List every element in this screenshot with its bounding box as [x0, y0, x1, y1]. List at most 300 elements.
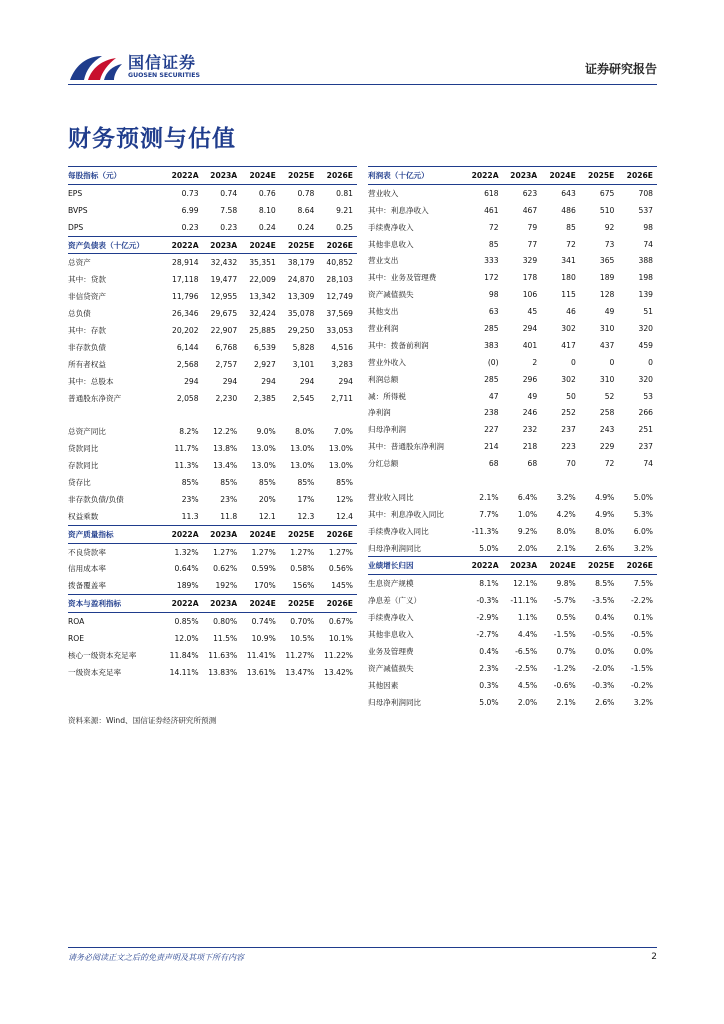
row-label: 其中：拨备前利润: [368, 340, 429, 350]
cell-value: 2,385: [254, 393, 276, 403]
row-label: [68, 406, 164, 423]
row-label: 分红总额: [368, 459, 399, 469]
row-label: 手续费净收入同比: [368, 526, 429, 536]
cell-value: 2.3%: [479, 663, 499, 673]
cell-value: 417: [561, 340, 576, 350]
cell-value: 0.85%: [174, 617, 199, 627]
cell-value: 333: [484, 256, 499, 266]
cell-value: -2.5%: [515, 663, 538, 673]
cell-value: 79: [527, 222, 538, 232]
cell-value: 13,309: [287, 292, 315, 302]
table-row: [368, 404, 657, 421]
year-header: 2024E: [241, 525, 280, 543]
cell-value: 1.27%: [328, 547, 353, 557]
cell-value: 68: [527, 459, 538, 469]
cell-value: 320: [638, 374, 653, 384]
cell-value: 8.10: [258, 205, 276, 215]
row-label: 营业利润: [368, 323, 399, 333]
year-header: 2024E: [541, 167, 580, 185]
cell-value: 252: [561, 408, 576, 418]
cell-value: 139: [638, 290, 653, 300]
cell-value: 13.0%: [251, 461, 276, 471]
cell-value: 98: [488, 290, 499, 300]
cell-value: 302: [561, 323, 576, 333]
cell-value: 2.6%: [595, 543, 615, 553]
cell-value: 1.32%: [174, 547, 199, 557]
cell-value: 189: [599, 273, 615, 283]
cell-value: 0.4%: [595, 613, 615, 623]
cell-value: 6,768: [215, 342, 238, 352]
disclaimer-link[interactable]: 请务必阅读正文之后的免责声明及其项下所有内容: [68, 953, 244, 962]
table-row: [68, 630, 357, 647]
cell-value: 459: [638, 340, 653, 350]
cell-value: 70: [566, 459, 576, 469]
table-row: [68, 339, 357, 356]
cell-value: 12.4: [336, 511, 353, 521]
cell-value: 6.4%: [517, 492, 538, 502]
cell-value: 20,202: [172, 325, 199, 335]
cell-value: 10.5%: [290, 633, 315, 643]
cell-value: 2,545: [292, 393, 315, 403]
cell-value: 294: [338, 376, 353, 386]
row-label: 其中：总股本: [68, 376, 114, 386]
table-row: [368, 455, 657, 472]
cell-value: [580, 472, 619, 489]
cell-value: -0.2%: [630, 680, 653, 690]
table-row: [368, 609, 657, 626]
cell-value: 32,424: [249, 309, 276, 319]
cell-value: -1.5%: [630, 663, 653, 673]
cell-value: 9.21: [336, 205, 353, 215]
cell-value: 0.0%: [633, 646, 653, 656]
row-label: ROE: [68, 633, 85, 643]
cell-value: 72: [566, 239, 576, 249]
cell-value: 486: [561, 205, 576, 215]
cell-value: 13.61%: [246, 667, 276, 677]
cell-value: 192%: [215, 581, 238, 591]
table-row: [68, 184, 357, 201]
table-row: [68, 647, 357, 664]
table-title: 资产负债表（十亿元）: [68, 236, 164, 254]
cell-value: 13.0%: [328, 444, 353, 454]
cell-value: 13.0%: [290, 444, 315, 454]
year-header: 2024E: [241, 595, 280, 613]
table-row: [368, 219, 657, 236]
cell-value: 92: [604, 222, 615, 232]
cell-value: 229: [599, 442, 615, 452]
page-header: [68, 48, 657, 84]
cell-value: 0.58%: [290, 564, 315, 574]
year-header: 2023A: [503, 167, 542, 185]
cell-value: 623: [522, 188, 538, 198]
cell-value: 4,516: [331, 342, 353, 352]
report-type: 证券研究报告: [584, 62, 657, 76]
cell-value: 537: [638, 205, 653, 215]
row-label: 其他非息收入: [368, 629, 414, 639]
row-label: 贷存比: [68, 477, 91, 487]
table-row: [368, 371, 657, 388]
cell-value: 2: [532, 357, 538, 367]
cell-value: 5.0%: [479, 543, 499, 553]
cell-value: 11.5%: [213, 633, 238, 643]
cell-value: 13.83%: [208, 667, 238, 677]
table-header-row: [68, 525, 357, 543]
year-header: 2022A: [164, 167, 203, 185]
cell-value: 329: [522, 256, 538, 266]
cell-value: 266: [638, 408, 653, 418]
year-header: 2022A: [164, 525, 203, 543]
cell-value: 401: [522, 340, 538, 350]
table-row: [368, 354, 657, 371]
row-label: 净利润: [368, 408, 391, 418]
cell-value: 189%: [176, 581, 199, 591]
cell-value: 708: [638, 188, 653, 198]
footer-divider: [68, 947, 657, 948]
cell-value: [503, 472, 542, 489]
row-label: 净息差（广义）: [368, 596, 422, 606]
cell-value: 11.7%: [174, 444, 199, 454]
cell-value: [203, 406, 242, 423]
cell-value: -11.3%: [471, 526, 499, 536]
row-label: 拨备覆盖率: [68, 581, 106, 591]
cell-value: 294: [522, 323, 538, 333]
cell-value: 128: [599, 290, 615, 300]
cell-value: 46: [566, 307, 576, 317]
table-row: [68, 474, 357, 491]
table-header-row: [68, 167, 357, 185]
cell-value: 1.27%: [251, 547, 276, 557]
left-column: [68, 166, 357, 681]
cell-value: 53: [643, 391, 653, 401]
row-label: 权益乘数: [68, 511, 99, 521]
cell-value: 13.42%: [324, 667, 353, 677]
cell-value: 0.67%: [328, 617, 353, 627]
cell-value: 178: [522, 273, 538, 283]
cell-value: 0.78: [297, 188, 315, 198]
row-label: 归母净利润同比: [368, 543, 422, 553]
cell-value: 12,749: [326, 292, 353, 302]
cell-value: 243: [599, 425, 615, 435]
cell-value: 85%: [297, 477, 315, 487]
row-label: 非信贷资产: [68, 292, 106, 302]
cell-value: 106: [522, 290, 538, 300]
cell-value: 23%: [220, 494, 238, 504]
cell-value: 6,144: [176, 342, 199, 352]
cell-value: 8.64: [297, 205, 315, 215]
cell-value: 72: [604, 459, 615, 469]
row-label: 营业外收入: [368, 357, 406, 367]
cell-value: 1.27%: [213, 547, 238, 557]
cell-value: 13.47%: [285, 667, 315, 677]
cell-value: 7.5%: [633, 579, 653, 589]
row-label: 减：所得税: [368, 391, 406, 401]
table-row: [368, 540, 657, 557]
cell-value: 0.74: [220, 188, 238, 198]
cell-value: 28,914: [172, 258, 199, 268]
cell-value: 0.76: [258, 188, 276, 198]
cell-value: 12.1: [258, 511, 276, 521]
cell-value: 33,053: [326, 325, 353, 335]
year-header: 2026E: [318, 236, 357, 254]
year-header: 2023A: [503, 557, 542, 575]
table-row: [368, 677, 657, 694]
cell-value: 1.27%: [290, 547, 315, 557]
year-header: 2025E: [580, 167, 619, 185]
cell-value: 0.56%: [328, 564, 353, 574]
table-row: [368, 236, 657, 253]
row-label: DPS: [68, 222, 84, 232]
cell-value: 52: [604, 391, 615, 401]
row-label: 核心一级资本充足率: [68, 650, 137, 660]
year-header: 2024E: [241, 236, 280, 254]
cell-value: 223: [561, 442, 576, 452]
table-title: 资本与盈利指标: [68, 595, 164, 613]
year-header: 2026E: [318, 167, 357, 185]
row-label: 生息资产规模: [368, 579, 414, 589]
cell-value: 0.1%: [633, 613, 653, 623]
cell-value: 0.3%: [479, 680, 499, 690]
cell-value: 40,852: [326, 258, 353, 268]
cell-value: 63: [488, 307, 499, 317]
table-row: [68, 664, 357, 681]
table-row: [368, 388, 657, 405]
financial-table: [368, 166, 657, 556]
cell-value: 383: [484, 340, 499, 350]
cell-value: 11.8: [220, 511, 238, 521]
guosen-logo-icon: [68, 50, 128, 84]
table-row: [368, 660, 657, 677]
cell-value: [164, 406, 203, 423]
cell-value: 8.1%: [479, 579, 499, 589]
financial-table: [68, 525, 357, 595]
year-header: 2026E: [318, 525, 357, 543]
cell-value: 437: [599, 340, 615, 350]
table-row: [68, 254, 357, 271]
row-label: 营业支出: [368, 256, 399, 266]
table-header-row: [368, 557, 657, 575]
table-row: [68, 543, 357, 560]
cell-value: 5.0%: [633, 492, 653, 502]
cell-value: 68: [488, 459, 499, 469]
table-row: [368, 421, 657, 438]
table-row: [368, 472, 657, 489]
year-header: 2023A: [203, 236, 242, 254]
cell-value: -1.5%: [553, 629, 576, 639]
row-label: BVPS: [68, 205, 88, 215]
cell-value: 2.1%: [479, 492, 499, 502]
cell-value: 9.2%: [517, 526, 538, 536]
cell-value: 320: [638, 323, 653, 333]
cell-value: 3.2%: [633, 697, 653, 707]
cell-value: 6.99: [181, 205, 199, 215]
cell-value: 237: [638, 442, 653, 452]
cell-value: 4.9%: [595, 509, 615, 519]
cell-value: 675: [599, 188, 615, 198]
cell-value: 49: [527, 391, 538, 401]
cell-value: 246: [522, 408, 538, 418]
cell-value: 13.4%: [213, 461, 238, 471]
cell-value: 0.62%: [213, 564, 238, 574]
cell-value: 285: [484, 374, 499, 384]
cell-value: -0.5%: [592, 629, 615, 639]
year-header: 2024E: [241, 167, 280, 185]
cell-value: 85%: [181, 477, 199, 487]
cell-value: 294: [222, 376, 238, 386]
cell-value: 0.4%: [479, 646, 499, 656]
cell-value: 294: [299, 376, 315, 386]
cell-value: 85: [566, 222, 576, 232]
cell-value: 38,179: [287, 258, 315, 268]
cell-value: 461: [484, 205, 499, 215]
cell-value: 2,058: [176, 393, 199, 403]
year-header: 2023A: [203, 525, 242, 543]
logo-text: 国信证券: [128, 53, 197, 72]
cell-value: 35,078: [287, 309, 315, 319]
row-label: 营业收入同比: [368, 492, 414, 502]
source-note: 资料来源：Wind、国信证券经济研究所预测: [68, 716, 217, 725]
cell-value: 310: [599, 374, 615, 384]
cell-value: 12.2%: [213, 427, 238, 437]
cell-value: 0.81: [336, 188, 353, 198]
year-header: 2022A: [164, 595, 203, 613]
table-row: [68, 373, 357, 390]
cell-value: 35,351: [249, 258, 276, 268]
cell-value: 0: [648, 357, 653, 367]
cell-value: 1.0%: [517, 509, 538, 519]
cell-value: 12,955: [210, 292, 238, 302]
row-label: 利润总额: [368, 374, 399, 384]
cell-value: 13.0%: [290, 461, 315, 471]
cell-value: 10.1%: [328, 633, 353, 643]
table-row: [68, 219, 357, 236]
cell-value: 198: [638, 273, 653, 283]
cell-value: 11.3%: [174, 461, 199, 471]
cell-value: 285: [484, 323, 499, 333]
cell-value: 9.0%: [256, 427, 276, 437]
cell-value: -6.5%: [515, 646, 538, 656]
row-label: 总资产: [68, 258, 91, 268]
cell-value: 8.0%: [295, 427, 315, 437]
cell-value: 14.11%: [169, 667, 199, 677]
cell-value: 50: [566, 391, 576, 401]
cell-value: 2.0%: [517, 697, 538, 707]
cell-value: 258: [599, 408, 615, 418]
header-divider: [68, 84, 657, 85]
table-header-row: [68, 595, 357, 613]
cell-value: [280, 406, 319, 423]
cell-value: -0.6%: [553, 680, 576, 690]
cell-value: 17,118: [172, 275, 199, 285]
cell-value: 2,757: [215, 359, 238, 369]
table-row: [68, 288, 357, 305]
cell-value: 4.2%: [556, 509, 576, 519]
row-label: 贷款同比: [68, 444, 99, 454]
cell-value: 7.7%: [479, 509, 499, 519]
cell-value: 2,711: [331, 393, 353, 403]
table-row: [368, 184, 657, 201]
row-label: 其中：存款: [68, 325, 106, 335]
year-header: 2025E: [280, 167, 319, 185]
row-label: 其他因素: [368, 680, 399, 690]
cell-value: 85: [488, 239, 499, 249]
cell-value: 0.80%: [213, 617, 238, 627]
financial-table: [68, 166, 357, 236]
year-header: 2026E: [618, 167, 657, 185]
table-row: [68, 613, 357, 630]
table-row: [368, 506, 657, 523]
row-label: 一级资本充足率: [68, 667, 122, 677]
cell-value: 17%: [297, 494, 315, 504]
cell-value: 8.0%: [595, 526, 615, 536]
financial-table: [368, 556, 657, 710]
cell-value: [241, 406, 280, 423]
table-row: [68, 423, 357, 440]
row-label: 不良贷款率: [68, 547, 106, 557]
cell-value: 74: [643, 239, 653, 249]
row-label: 其中：业务及管理费: [368, 273, 437, 283]
cell-value: 8.2%: [179, 427, 199, 437]
cell-value: 618: [484, 188, 499, 198]
row-label: 非存款负债: [68, 342, 106, 352]
row-label: 资产减值损失: [368, 290, 414, 300]
cell-value: 0.70%: [290, 617, 315, 627]
table-row: [68, 356, 357, 373]
row-label: 其他非息收入: [368, 239, 414, 249]
cell-value: -11.1%: [510, 596, 538, 606]
table-row: [368, 286, 657, 303]
table-row: [368, 489, 657, 506]
row-label: [368, 472, 464, 489]
cell-value: 4.9%: [595, 492, 615, 502]
cell-value: 32,432: [210, 258, 238, 268]
table-row: [68, 305, 357, 322]
cell-value: 5.3%: [633, 509, 653, 519]
table-title: 业绩增长归因: [368, 557, 464, 575]
cell-value: 232: [522, 425, 538, 435]
cell-value: -3.5%: [592, 596, 615, 606]
cell-value: 98: [643, 222, 653, 232]
cell-value: 25,885: [249, 325, 276, 335]
cell-value: [318, 406, 357, 423]
financial-table: [68, 594, 357, 680]
cell-value: 294: [261, 376, 276, 386]
row-label: 总资产同比: [68, 427, 106, 437]
cell-value: 2,568: [176, 359, 199, 369]
row-label: 手续费净收入: [368, 613, 414, 623]
cell-value: 51: [643, 307, 653, 317]
cell-value: 6.0%: [633, 526, 653, 536]
cell-value: 85%: [258, 477, 276, 487]
cell-value: -2.9%: [476, 613, 499, 623]
cell-value: 156%: [292, 581, 315, 591]
cell-value: 170%: [254, 581, 276, 591]
row-label: 存款同比: [68, 461, 99, 471]
cell-value: 0.0%: [595, 646, 615, 656]
cell-value: 2.0%: [517, 543, 538, 553]
row-label: 总负债: [68, 309, 91, 319]
cell-value: 13.8%: [213, 444, 238, 454]
row-label: EPS: [68, 188, 83, 198]
cell-value: 8.0%: [556, 526, 576, 536]
cell-value: 296: [522, 374, 538, 384]
cell-value: 22,009: [249, 275, 276, 285]
cell-value: -2.2%: [630, 596, 653, 606]
year-header: 2022A: [464, 167, 503, 185]
cell-value: 3.2%: [633, 543, 653, 553]
cell-value: -0.5%: [630, 629, 653, 639]
cell-value: 6,539: [254, 342, 276, 352]
cell-value: 4.4%: [517, 629, 538, 639]
